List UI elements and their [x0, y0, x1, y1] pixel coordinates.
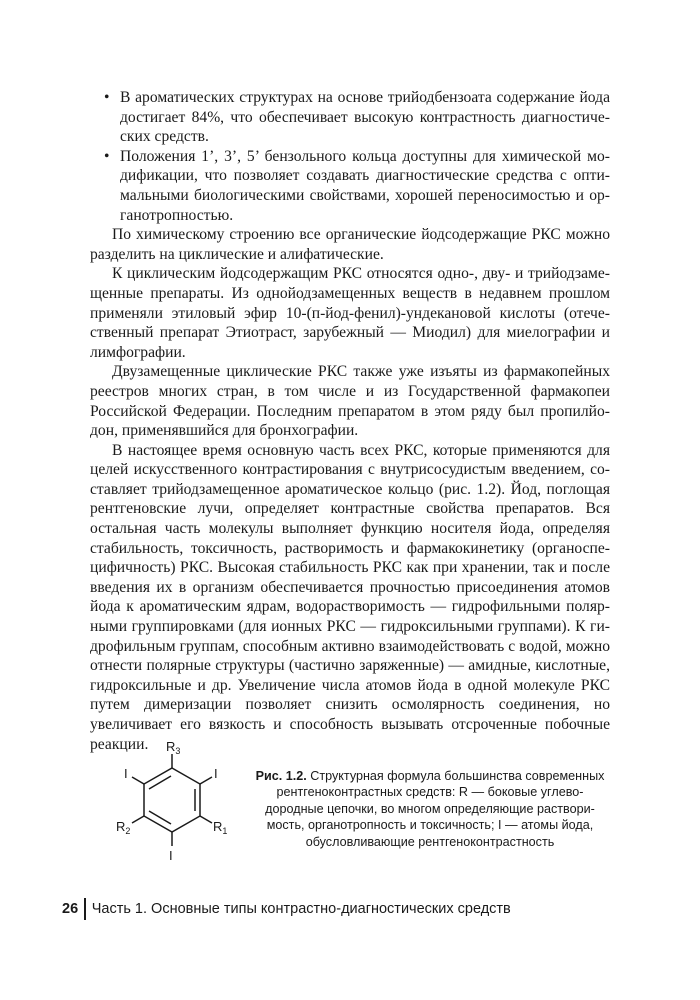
caption-text: Структурная формула большинства современных рентгеноконтрастных средств: R — боковые углеводородные цепочки, во многом определяющие растворимость, органотропность и токсичность; I — атомы йода, обусловливающие рентгеноконтрастность [265, 769, 605, 849]
running-title: Часть 1. Основные типы контрастно-диагностических средств [91, 901, 511, 917]
paragraph: К циклическим йодсодержащим РКС относятся одно-, дву- и трийодзамещенные препараты. Из однойодзамещенных веществ в недавнем прошлом применяли этиловый эфир 10-(п-йод-фенил)-ундекановой кислоты (отечественный препарат Этиотраст, зарубежный — Миодил) для миелографии и лимфографии. [90, 265, 610, 361]
figure-1-2 [90, 738, 610, 878]
bond-r1 [200, 816, 212, 823]
bond-r2 [132, 816, 144, 823]
bullet-marker: • [104, 147, 110, 165]
bullet-text: Положения 1’, 3’, 5’ бензольного кольца доступны для химической модификации, что позволяет создавать диагностические средства с оптимальными биологическими свойствами, хорошей переносимостью и органотропностью. [120, 147, 610, 224]
iodine-top-left-label: I [124, 766, 128, 781]
bullet-list [90, 88, 610, 225]
bullet-item [90, 88, 610, 147]
benzene-structural-formula [102, 738, 242, 873]
paragraph: В настоящее время основную часть всех РКС, которые применяются для целей искусственного контрастирования с внутрисосудистым введением, составляет трийодзамещенное ароматическое кольцо (рис. 1.2). Йод, поглощая рентгеновские лучи, определяет контрастные свойства препаратов. Вся остальная часть молекулы выполняет функцию носителя йода, определяя стабильность, токсичность, растворимость и фармакокинетику (органоспецифичность) РКС. Высокая стабильность РКС как при хранении, так и после введения их в организм обеспечивается прочностью присоединения атомов йода к ароматическим ядрам, водорастворимость — гидрофильными полярными группировками (для ионных РКС — гидроксильными группами). К гидрофильным группам, способным активно взаимодействовать с водой, можно отнести полярные структуры (частично заряженные) — амидные, кислотные, гидроксильные и др. Увеличение числа атомов йода в одной молекуле РКС путем димеризации позволяет снизить осмолярность соединения, но увеличивает его вязкость и способность вызывать отсроченные побочные реакции. [90, 441, 610, 753]
bullet-item [90, 147, 610, 225]
page-footer [62, 898, 511, 920]
caption-label: Рис. 1.2. [255, 769, 307, 783]
bond-iodine-top-right [200, 777, 212, 784]
r2-label: $R_2$ [116, 819, 131, 836]
iodine-top-right-label: I [214, 766, 218, 781]
bond-iodine-top-left [132, 777, 144, 784]
paragraph: Двузамещенные циклические РКС также уже изъяты из фармакопейных реестров многих стран, в том числе и из Государственной фармакопеи Российской Федерации. Последним препаратом в этом ряду был пропилйодон, применявшийся для бронхографии. [90, 363, 610, 440]
double-bond [149, 811, 171, 824]
bullet-text: В ароматических структурах на основе трийодбензоата содержание йода достигает 84%, что обеспечивает высокую контрастность диагностических средств. [120, 89, 610, 146]
page-number: 26 [62, 901, 79, 917]
r1-label: $R_1$ [213, 819, 228, 836]
double-bond [149, 776, 171, 789]
main-text [90, 88, 610, 754]
r3-label: $R_3$ [166, 739, 181, 756]
bullet-marker: • [104, 89, 110, 106]
iodine-bottom-label: I [169, 848, 173, 863]
benzene-ring [144, 768, 200, 832]
paragraph: По химическому строению все органические йодсодержащие РКС можно разделить на циклические и алифатические. [90, 226, 610, 263]
figure-caption [250, 768, 610, 850]
footer-divider [84, 898, 86, 920]
